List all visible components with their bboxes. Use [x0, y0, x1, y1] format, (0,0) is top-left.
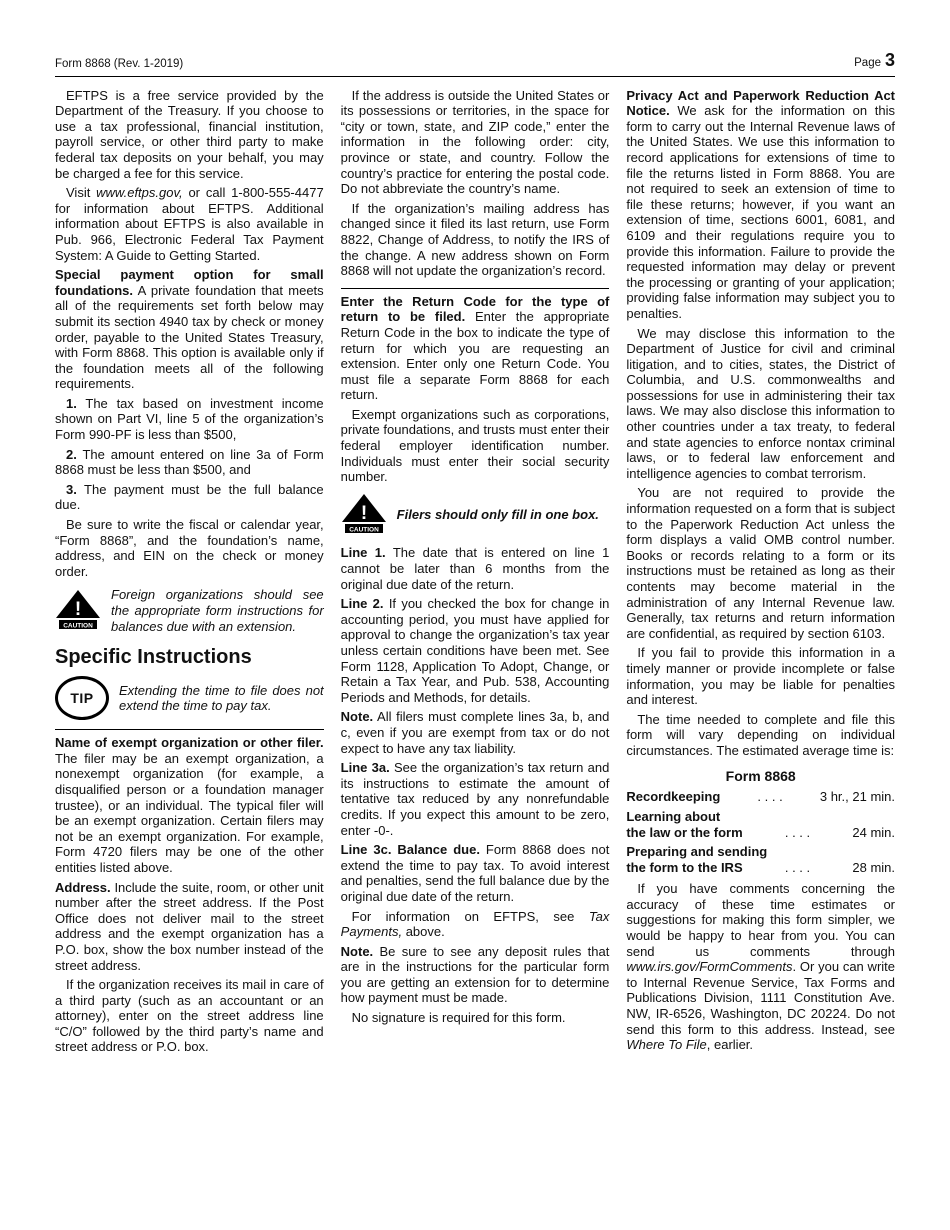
paragraph-disclosure: We may disclose this information to the Department of Justice for civil and criminal litigation, and to cities, states, the District of Columbia, and U.S. commonwealths and possessions for use in administering their tax laws. We may also disclose this information to other countries under a tax treaty, to federal and state agencies to enforce nontax criminal laws, or to federal law enforcement and intelligence agencies to combat terrorism.: [626, 325, 896, 481]
page-number-group: [854, 50, 895, 72]
form-comments-url: www.irs.gov/FormComments: [626, 959, 793, 975]
section-heading-specific-instructions: Specific Instructions: [55, 646, 252, 669]
column-3: [626, 88, 895, 1059]
paragraph-be-sure: Be sure to write the fiscal or calendar year, “Form 8868”, and the foundation’s name, address, and EIN on the check or money order.: [55, 517, 324, 579]
paragraph-special-payment: Special payment option for small foundations. A private foundation that meets all of the requirements set forth below may submit its section 4940 tax by check or money order, payable to the United States Treasury, with Form 8868. This option is available only if the foundation meets all of the following requirements.: [55, 267, 324, 392]
page-header: [55, 50, 895, 77]
paragraph-return-code: Enter the Return Code for the type of return to be filed. Enter the appropriate Return Code in the box to indicate the type of return for which you are requesting an extension. Enter only one Return Code. You must file a separate Form 8868 for each return.: [341, 288, 610, 403]
column-1: [55, 88, 324, 1059]
paragraph-eftps-reference: For information on EFTPS, see Tax Payments, above.: [340, 908, 610, 940]
caution-note-foreign-orgs: [55, 587, 324, 634]
paragraph-paperwork-reduction: You are not required to provide the information requested on a form that is subject to the Paperwork Reduction Act unless the form displays a valid OMB control number. Books or records relating to a form or its instructions must be retained as long as their contents may become material in the administration of any Internal Revenue law. Generally, tax returns and return information are confidential, as required by section 6103.: [626, 485, 896, 641]
paragraph-name-of-filer: Name of exempt organization or other filer. The filer may be an exempt organization, a nonexempt organization (for example, a disqualified person or a foundation manager trustee), or an individual. The typical filer will be an exempt organization. Certain filers may not be an exempt organization. For example, Form 4720 filers may be one of the other entities listed above.: [55, 729, 324, 875]
tip-icon: TIP: [55, 676, 109, 720]
caution-text: Foreign organizations should see the appropriate form instructions for balances due with an extension.: [111, 587, 324, 634]
paragraph-care-of: If the organization receives its mail in care of a third party (such as an accountant or an attorney), enter on the street address line “C/O” followed by the third party’s name and street address or P.O. box.: [55, 977, 324, 1055]
tip-note: [55, 676, 324, 720]
three-column-body: [55, 88, 895, 1059]
page-number: 3: [884, 50, 895, 70]
numbered-item-3: 3. The payment must be the full balance due.: [55, 481, 324, 513]
numbered-item-1: 1. The tax based on investment income shown on Part VI, line 5 of the organization’s Form 990-PF is less than $500,: [55, 395, 324, 443]
paragraph-line-1: Line 1. The date that is entered on line 1 cannot be later than 6 months from the original due date of the return.: [340, 545, 610, 592]
estimated-time-table: [626, 789, 895, 875]
paragraph-line-2: Line 2. If you checked the box for change in accounting period, you must have applied for approval to change the organization’s tax year unless certain conditions have been met. See Form 1128, Application To Adopt, Change, or Retain a Tax Year, and Pub. 538, Accounting Periods and Methods, for details.: [340, 596, 610, 705]
paragraph-no-signature: No signature is required for this form.: [351, 1010, 566, 1026]
paragraph-failure-to-provide: If you fail to provide this information in a timely manner or provide incomplete or false information, you may be liable for penalties and interest.: [626, 645, 896, 708]
svg-text:!: !: [360, 502, 367, 524]
paragraph-note-deposit-rules: Note. Be sure to see any deposit rules that are in the instructions for the particular form you are getting an extension for to determine how payment must be made.: [340, 943, 610, 1006]
dot-leader: . . . .: [784, 859, 811, 875]
column-2: [341, 88, 610, 1059]
paragraph-time-needed: The time needed to complete and file this form will vary depending on individual circumstances. The estimated average time is:: [626, 711, 896, 758]
numbered-item-2: 2. The amount entered on line 3a of Form 8868 must be less than $500, and: [55, 446, 324, 478]
paragraph-foreign-address: If the address is outside the United States or its possessions or territories, in the space for “city or town, state, and ZIP code,” enter the information in the following order: city, province or state, and country. Follow the country’s practice for entering the postal code. Do not abbreviate the country’s name.: [340, 87, 610, 197]
paragraph-line-3a: Line 3a. See the organization’s tax return and its instructions to estimate the amount of tentative tax reduced by any nonrefundable credits. If you expect this amount to be zero, enter -0-.: [340, 760, 610, 838]
dot-leader: . . . .: [784, 824, 811, 840]
paragraph-eftps-service: EFTPS is a free service provided by the Department of the Treasury. If you choose to use a tax professional, financial institution, payroll service, or other third party to make federal tax deposits on your behalf, you may be charged a fee for this service.: [55, 87, 324, 181]
paragraph-visit-eftps: Visit www.eftps.gov, or call 1-800-555-4477 for information about EFTPS. Additional information about EFTPS is also available in Pub. 966, Electronic Federal Tax Payment System: A Guide to Getting Started.: [55, 185, 324, 263]
paragraph-comments: If you have comments concerning the accuracy of these time estimates or suggestions for making this form simpler, we would be happy to hear from you. You can send us comments through www.irs.gov/FormComments. Or you can write to Internal Revenue Service, Tax Forms and Publications Division, 1111 Constitution Ave. NW, IR-6526, Washington, DC 20224. Do not send this form to this address. Instead, see Where To File, earlier.: [626, 881, 896, 1053]
where-to-file-reference: Where To File: [626, 1037, 707, 1053]
caution-text: Filers should only fill in one box.: [396, 506, 599, 522]
caution-icon: [55, 589, 101, 633]
paragraph-line-3c: Line 3c. Balance due. Form 8868 does not extend the time to pay tax. To avoid interest and penalties, send the full balance due by the original due date of the return.: [340, 842, 610, 904]
svg-text:CAUTION: CAUTION: [348, 526, 379, 533]
paragraph-address: Address. Include the suite, room, or other unit number after the street address. If the Post Office does not deliver mail to the street address and the exempt organization has a P.O. box, show the box number instead of the street address.: [55, 879, 324, 973]
paragraph-address-changed: If the organization’s mailing address has changed since it filed its last return, use Form 8822, Change of Address, to notify the IRS of the change. A new address shown on Form 8868 will not update the organization’s record.: [340, 200, 610, 279]
paragraph-privacy-act: Privacy Act and Paperwork Reduction Act Notice. We ask for the information on this form to carry out the Internal Revenue laws of the United States. We use this information to record applications for extensions of time to file the returns listed in Form 8868. You are not required to seek an extension of time to file these returns; however, if you want an extension of time, sections 6001, 6081, and 6109 and their regulations require you to provide this information. Failure to provide the requested information may delay or prevent the processing or granting of your application; providing false information may subject you to penalties.: [626, 87, 896, 321]
paragraph-note-all-filers: Note. All filers must complete lines 3a, b, and c, even if you are exempt from tax or do not expect to have any tax liability.: [340, 709, 610, 756]
time-row-learning: Learning about the law or the form . . . . 24 min.: [626, 808, 896, 840]
caution-note-one-box: [341, 493, 610, 537]
form-revision-label: Form 8868 (Rev. 1-2019): [55, 57, 184, 70]
svg-text:!: !: [74, 599, 82, 620]
dot-leader: . . . .: [757, 789, 783, 805]
eftps-url-text: www.eftps.gov,: [96, 185, 183, 201]
svg-text:CAUTION: CAUTION: [63, 622, 93, 629]
tax-payments-reference: Tax Payments,: [340, 908, 610, 940]
paragraph-exempt-orgs-ein: Exempt organizations such as corporations, private foundations, and trusts must enter their federal employer identification number. Individuals must enter their social security number.: [340, 406, 610, 485]
time-row-recordkeeping: Recordkeeping . . . . 3 hr., 21 min.: [626, 789, 896, 805]
page-label: Page: [854, 57, 881, 69]
estimated-time-table-title: Form 8868: [725, 767, 796, 784]
caution-icon: [341, 493, 387, 537]
tip-text: Extending the time to file does not extend the time to pay tax.: [119, 682, 324, 714]
time-row-preparing: Preparing and sending the form to the IRS . . . . 28 min.: [626, 844, 896, 875]
